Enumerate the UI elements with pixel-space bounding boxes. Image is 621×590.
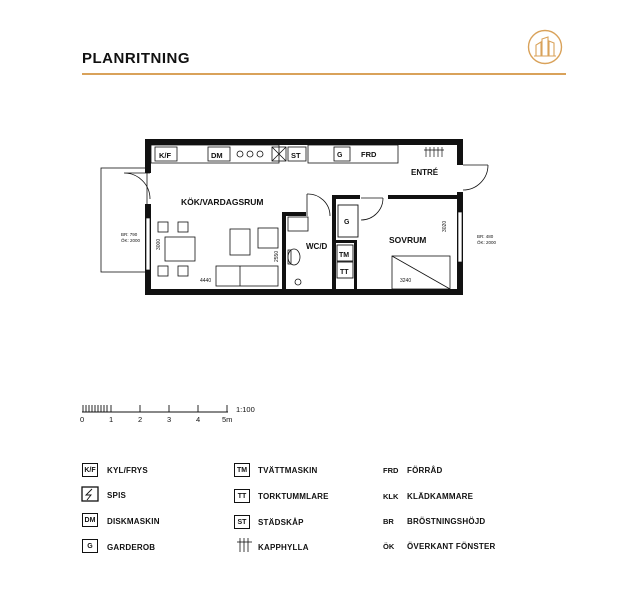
legend-label-brostningshojd: BRÖSTNINGSHÖJD: [407, 517, 486, 526]
scale-tick-0: 0: [80, 415, 85, 424]
legend-label-diskmaskin: DISKMASKIN: [107, 517, 160, 526]
kitchen-width-dimension: 4440: [200, 278, 212, 284]
bedroom-label: SOVRUM: [389, 235, 427, 245]
legend-abbr-ok: ÖK: [383, 542, 395, 551]
legend-coat-rack-icon: [237, 538, 252, 552]
window-right-br: BR: 480: [477, 234, 494, 239]
scale-tick-2: 2: [138, 415, 143, 424]
bedroom-width-dimension: 3240: [400, 278, 412, 284]
window-left-ok: ÖK: 2000: [121, 238, 141, 243]
entrance-label: ENTRÉ: [411, 168, 439, 177]
legend-label-kapphylla: KAPPHYLLA: [258, 543, 309, 552]
legend-symbol-kf: K/F: [82, 463, 98, 477]
bathroom-fixtures: [288, 217, 308, 285]
legend-symbol-dm: DM: [82, 513, 98, 527]
cleaning-closet-label: ST: [291, 151, 301, 160]
bedroom-height-dimension: 3020: [442, 220, 448, 232]
legend-symbol-st: ST: [234, 515, 250, 529]
legend-abbr-frd: FRD: [383, 466, 399, 475]
legend-abbr-klk: KLK: [383, 492, 399, 501]
scale-tick-3: 3: [167, 415, 172, 424]
legend-abbr-br: BR: [383, 517, 394, 526]
dryer-label: TT: [340, 269, 349, 276]
scale-ratio: 1:100: [236, 405, 255, 414]
bed: [392, 256, 450, 289]
legend-label-torktummlare: TORKTUMMLARE: [258, 492, 329, 501]
window-left-br: BR: 790: [121, 232, 138, 237]
balcony: [101, 168, 147, 272]
legend-label-spis: SPIS: [107, 491, 127, 500]
bath-height-dimension: 2550: [274, 250, 280, 262]
washer-label: TM: [339, 252, 350, 259]
coat-rack-icon: [424, 147, 444, 157]
scale-tick-5: 5m: [222, 415, 233, 424]
scale-tick-1: 1: [109, 415, 114, 424]
legend-label-kyl-frys: KYL/FRYS: [107, 466, 148, 475]
legend-label-tvattmaskin: TVÄTTMASKIN: [258, 466, 318, 475]
kitchen-living-label: KÖK/VARDAGSRUM: [181, 197, 264, 207]
wardrobe-entry-label: G: [337, 152, 343, 159]
stove-icon: [82, 487, 98, 501]
kitchen-height-dimension: 3000: [156, 238, 162, 250]
legend-label-forrad: FÖRRÅD: [407, 466, 443, 475]
bathroom-label: WC/D: [306, 242, 328, 251]
wardrobe-bedroom-label: G: [344, 219, 350, 226]
window-right-ok: ÖK: 2000: [477, 240, 497, 245]
legend-symbol-g: G: [82, 539, 98, 553]
legend-symbol-tt: TT: [234, 489, 250, 503]
storage-label: FRD: [361, 150, 377, 159]
living-furniture: [216, 228, 278, 286]
scale-tick-4: 4: [196, 415, 201, 424]
fridge-label: K/F: [159, 151, 172, 160]
dishwasher-label: DM: [211, 151, 223, 160]
legend-label-overkant-fonster: ÖVERKANT FÖNSTER: [407, 542, 496, 551]
dining-table: [158, 222, 195, 276]
page-title: PLANRITNING: [82, 50, 190, 67]
legend-label-kladkammare: KLÄDKAMMARE: [407, 492, 474, 501]
legend-label-stadskap: STÄDSKÅP: [258, 518, 304, 527]
legend-symbol-tm: TM: [234, 463, 250, 477]
scale-bar: [82, 405, 228, 412]
legend-label-garderob: GARDEROB: [107, 543, 156, 552]
